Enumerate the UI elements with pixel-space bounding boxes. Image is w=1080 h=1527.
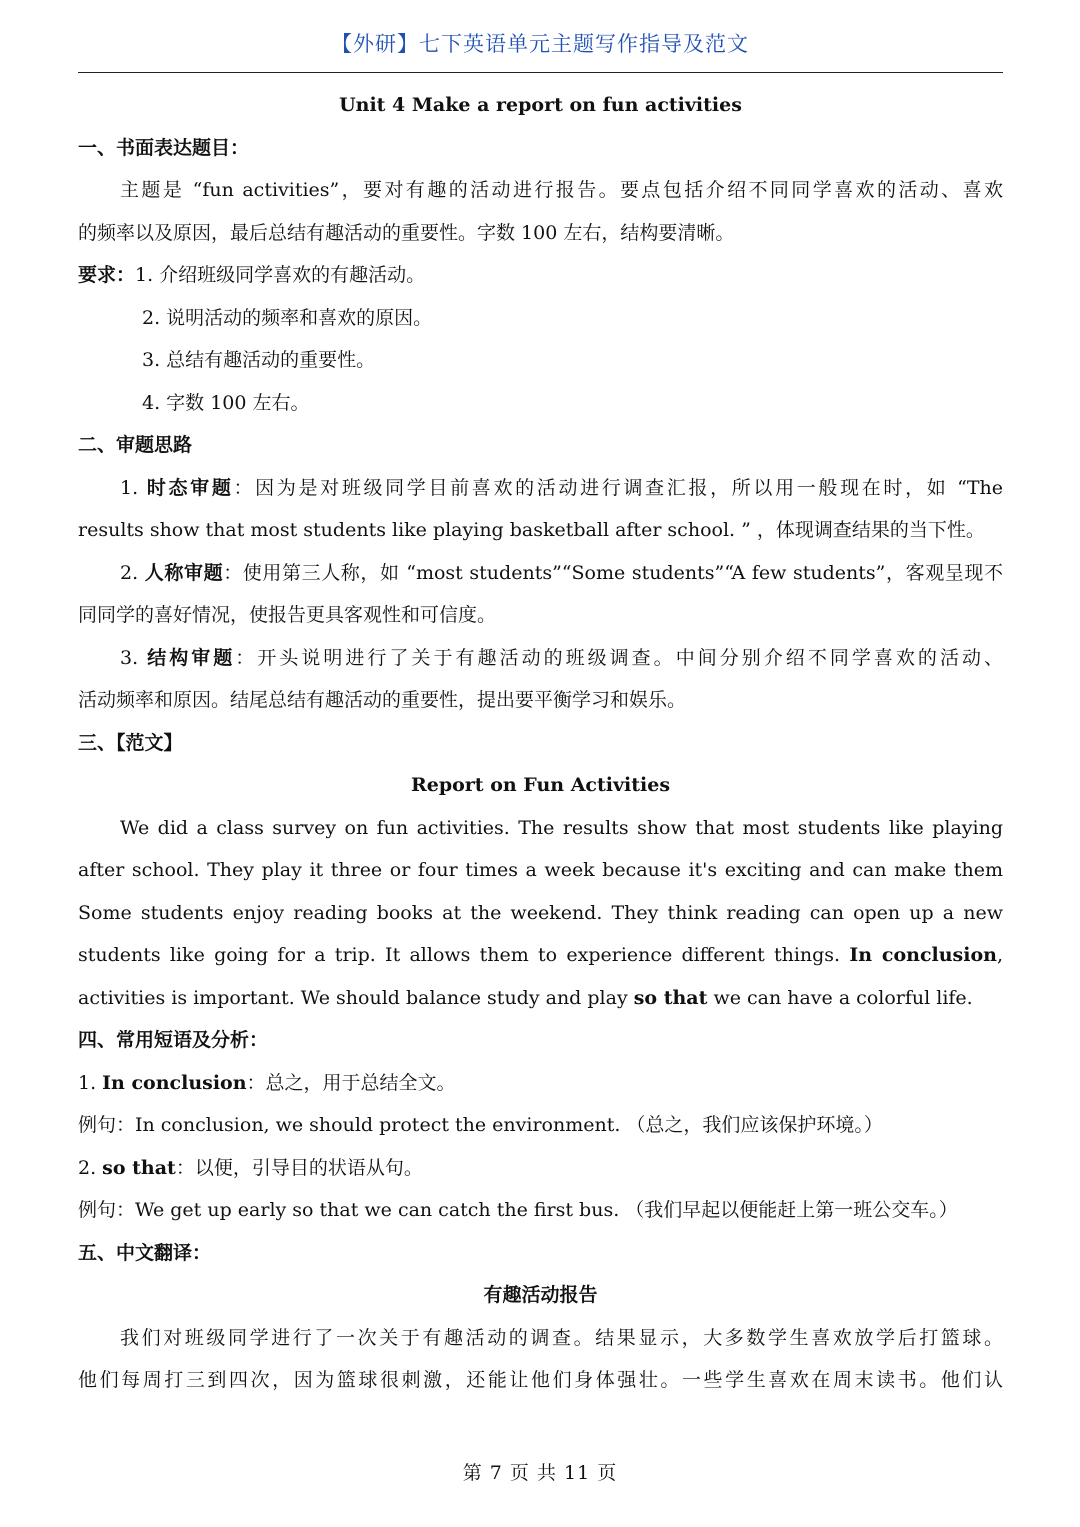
phrase-item-2 bbox=[78, 1147, 1003, 1190]
main-content bbox=[78, 84, 1003, 1402]
essay-phrase-so-that: so that bbox=[633, 986, 708, 1009]
phrase-1-example: 例句：In conclusion, we should protect the environment. （总之，我们应该保护环境。） bbox=[78, 1114, 883, 1136]
essay-line-4-text: students like going for a trip. It allows them to experience different things. bbox=[78, 944, 850, 966]
analysis-tense-number: 1. bbox=[120, 476, 147, 499]
page-header-title: 【外研】七下英语单元主题写作指导及范文 bbox=[331, 32, 749, 56]
essay-line-1: We did a class survey on fun activities. The results show that most students like playing bbox=[120, 816, 1003, 839]
essay-line-5-text: activities is important. We should balance study and play bbox=[78, 986, 634, 1009]
analysis-structure-line-2: 活动频率和原因。结尾总结有趣活动的重要性，提出要平衡学习和娱乐。 bbox=[78, 689, 687, 711]
analysis-structure-label: 结构审题 bbox=[147, 646, 236, 669]
section-3-heading: 三、【范文】 bbox=[78, 731, 183, 754]
phrase-2-term: so that bbox=[102, 1156, 176, 1179]
essay-phrase-in-conclusion: In conclusion bbox=[849, 944, 997, 966]
translation-line-1: 我们对班级同学进行了一次关于有趣活动的调查。结果显示，大多数学生喜欢放学后打篮球。 bbox=[120, 1326, 1003, 1349]
essay-line-2: after school. They play it three or four times a week because it's exciting and can make them bbox=[78, 859, 1003, 881]
analysis-person-line-1 bbox=[78, 552, 1003, 595]
phrase-1-term: In conclusion bbox=[102, 1071, 247, 1094]
requirement-item-1 bbox=[78, 254, 1003, 297]
phrase-item-1 bbox=[78, 1062, 1003, 1105]
phrase-2-example: 例句：We get up early so that we can catch the first bus. （我们早起以便能赶上第一班公交车。） bbox=[78, 1199, 958, 1221]
analysis-person-text: ：使用第三人称，如 “most students”“Some students”“A few students”，客观呈现不 bbox=[223, 561, 1003, 584]
analysis-tense-label: 时态审题 bbox=[146, 476, 234, 499]
analysis-structure-text: ：开头说明进行了关于有趣活动的班级调查。中间分别介绍不同学喜欢的活动、 bbox=[235, 646, 1003, 669]
section-5-heading: 五、中文翻译： bbox=[78, 1241, 212, 1264]
essay-line-5-tail: we can have a colorful life. bbox=[707, 986, 973, 1009]
analysis-tense-line-2: results show that most students like playing basketball after school. ” ，体现调查结果的当下性。 bbox=[78, 519, 985, 541]
phrase-1-meaning: ：总之，用于总结全文。 bbox=[246, 1071, 456, 1094]
section-1-intro-line-1: 主题是 “fun activities”，要对有趣的活动进行报告。要点包括介绍不同同学喜欢的活动、喜欢 bbox=[120, 179, 1003, 201]
phrase-1-number: 1. bbox=[78, 1071, 103, 1094]
phrase-2-number: 2. bbox=[78, 1156, 103, 1179]
essay-line-5 bbox=[78, 977, 1003, 1020]
requirement-item-2: 2. 说明活动的频率和喜欢的原因。 bbox=[142, 306, 433, 329]
analysis-structure-number: 3. bbox=[120, 646, 148, 669]
unit-title: Unit 4 Make a report on fun activities bbox=[339, 94, 742, 116]
translation-line-2: 他们每周打三到四次，因为篮球很刺激，还能让他们身体强壮。一些学生喜欢在周末读书。他们认 bbox=[78, 1369, 1003, 1391]
analysis-tense-line-1 bbox=[78, 467, 1003, 510]
analysis-tense-text: ：因为是对班级同学目前喜欢的活动进行调查汇报，所以用一般现在时，如 “The bbox=[233, 476, 1003, 499]
requirements-label: 要求： bbox=[78, 264, 136, 286]
section-1-heading: 一、书面表达题目： bbox=[78, 136, 250, 159]
requirement-item-3: 3. 总结有趣活动的重要性。 bbox=[142, 349, 376, 371]
essay-title: Report on Fun Activities bbox=[410, 774, 671, 796]
section-4-heading: 四、常用短语及分析： bbox=[78, 1029, 269, 1051]
analysis-person-line-2: 同同学的喜好情况，使报告更具客观性和可信度。 bbox=[78, 604, 497, 626]
header-divider bbox=[78, 72, 1003, 73]
analysis-person-number: 2. bbox=[120, 561, 145, 584]
page-number: 第 7 页 共 11 页 bbox=[462, 1462, 618, 1484]
analysis-person-label: 人称审题 bbox=[144, 561, 224, 584]
phrase-2-meaning: ：以便，引导目的状语从句。 bbox=[175, 1156, 423, 1179]
section-2-heading: 二、审题思路 bbox=[78, 434, 193, 456]
analysis-structure-line-1 bbox=[78, 637, 1003, 680]
translation-title: 有趣活动报告 bbox=[483, 1284, 598, 1306]
requirement-text-1: 1. 介绍班级同学喜欢的有趣活动。 bbox=[135, 264, 426, 286]
essay-line-4-tail: , bbox=[996, 944, 1003, 966]
essay-line-3: Some students enjoy reading books at the weekend. They think reading can open up a new bbox=[78, 901, 1003, 924]
section-1-intro-line-2: 的频率以及原因，最后总结有趣活动的重要性。字数 100 左右，结构要清晰。 bbox=[78, 221, 735, 244]
essay-line-4 bbox=[78, 934, 1003, 977]
requirement-item-4: 4. 字数 100 左右。 bbox=[142, 391, 310, 414]
